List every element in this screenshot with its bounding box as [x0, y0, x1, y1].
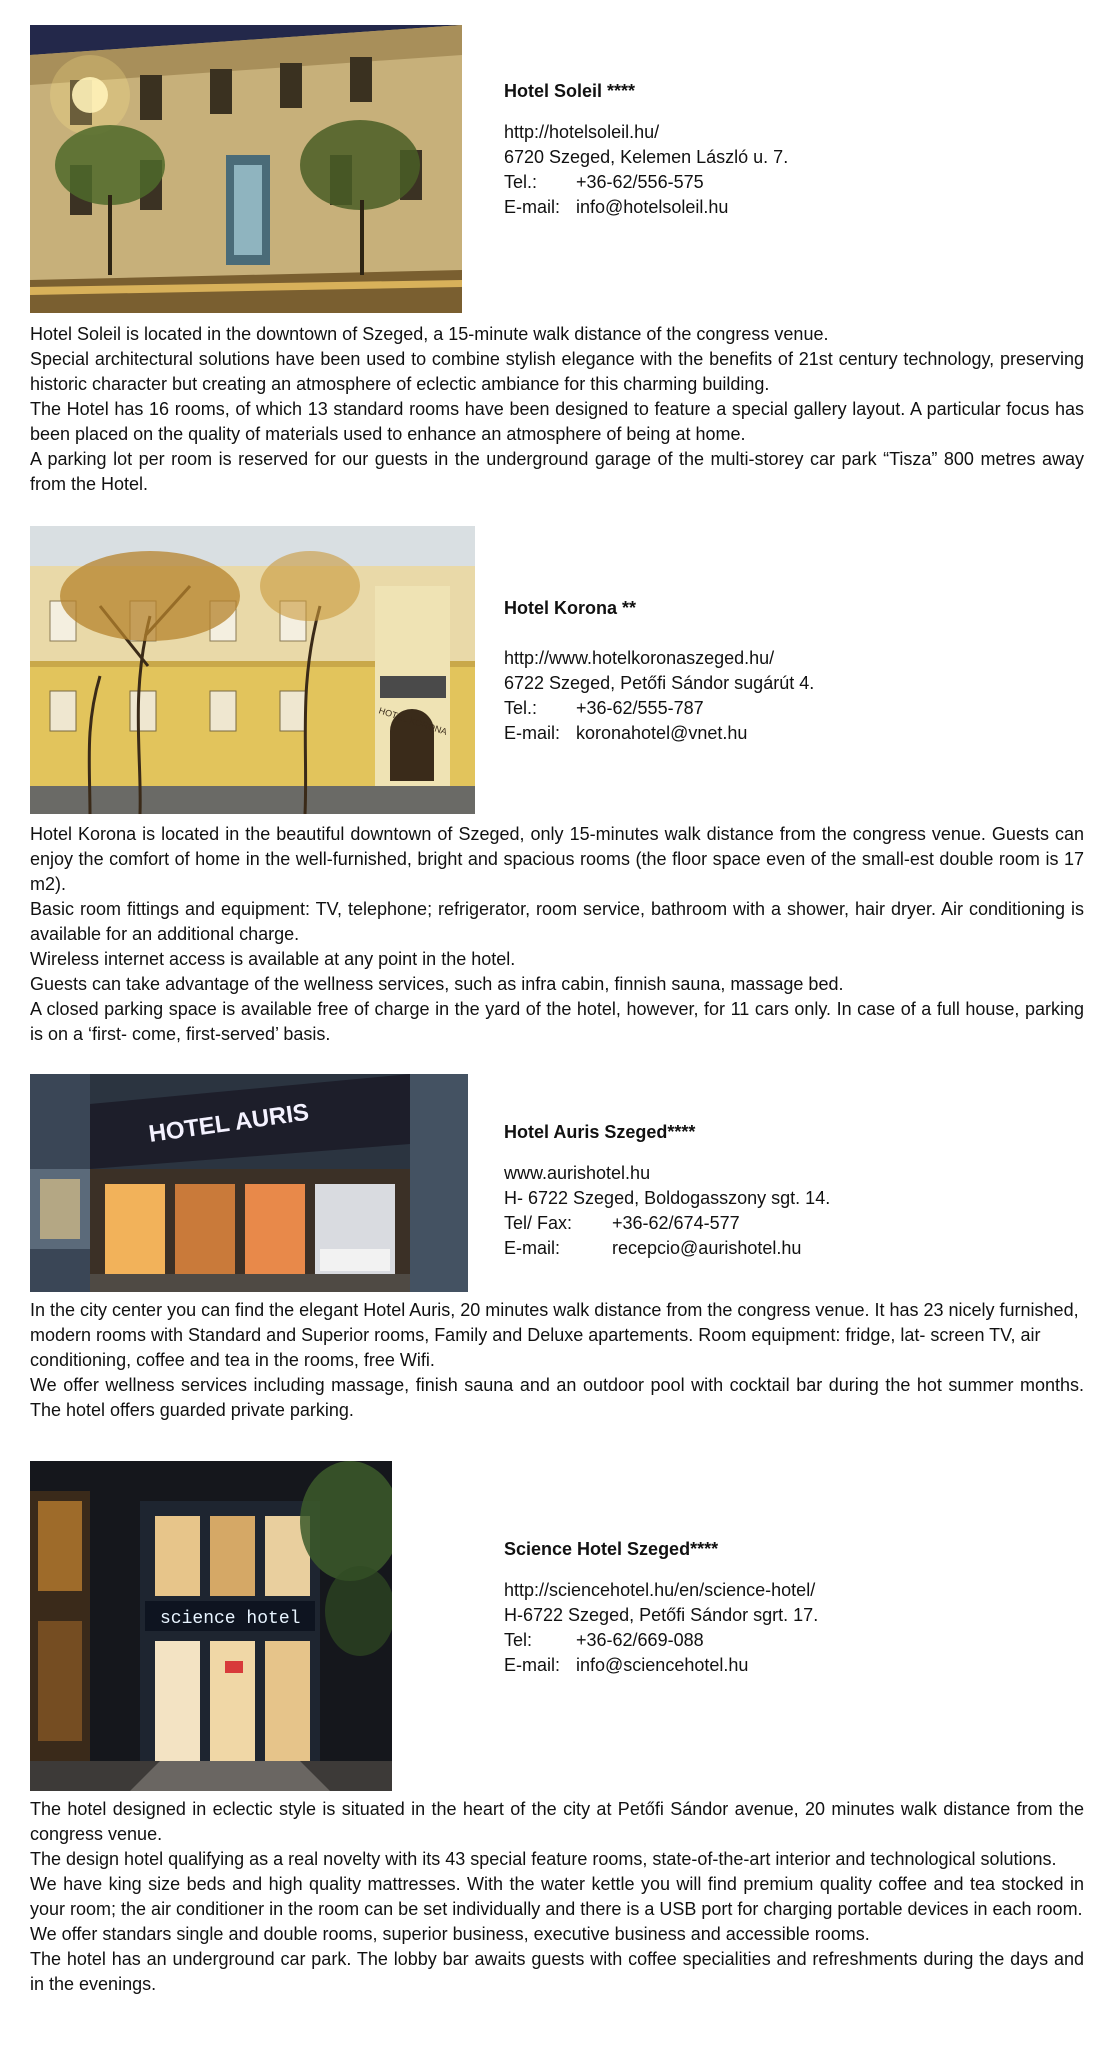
hotel-name: Hotel Auris Szeged**** — [504, 1122, 696, 1142]
description-paragraph: The Hotel has 16 rooms, of which 13 standard rooms have been designed to feature a special gallery layout. A particular focus has been placed on the quality of materials used to enhance an atmosphere of being at home. — [30, 399, 1084, 444]
description-paragraph: Hotel Soleil is located in the downtown of Szeged, a 15-minute walk distance of the congress venue. — [30, 324, 829, 344]
hotel-korona-info — [504, 596, 814, 746]
hotel-email-row — [504, 1653, 818, 1678]
hotel-name: Hotel Korona ** — [504, 598, 637, 618]
email-link[interactable]: recepcio@aurishotel.hu — [612, 1238, 802, 1258]
description-paragraph: We offer wellness services including massage, finish sauna and an outdoor pool with cocktail bar during the hot summer months. The hotel offers guarded private parking. — [30, 1375, 1084, 1420]
phone-value: +36-62/669-088 — [576, 1630, 704, 1650]
hotel-korona-sign: HOTEL KORONA — [377, 705, 449, 737]
description-paragraph: In the city center you can find the elegant Hotel Auris, 20 minutes walk distance from the congress venue. It has 23 nicely furnished, modern rooms with Standard and Superior rooms, Family and Deluxe apartements. Room equipment: fridge, lat- screen TV, air — [30, 1300, 1079, 1345]
hotel-address: 6720 Szeged, Kelemen László u. 7. — [504, 147, 789, 167]
phone-label: Tel/ Fax: — [504, 1213, 573, 1233]
description-paragraph: The design hotel qualifying as a real novelty with its 43 special feature rooms, state-of-the-art interior and technological solutions. — [30, 1849, 1057, 1869]
hotel-website-link[interactable]: http://www.hotelkoronaszeged.hu/ — [504, 648, 775, 668]
email-link[interactable]: info@hotelsoleil.hu — [576, 197, 729, 217]
email-label: E-mail: — [504, 1655, 561, 1675]
description-paragraph: A closed parking space is available free of charge in the yard of the hotel, however, for 11 cars only. In case of a full house, parking is on a ‘first- come, first-served’ basis. — [30, 999, 1084, 1044]
description-paragraph: Wireless internet access is available at any point in the hotel. — [30, 949, 516, 969]
phone-label: Tel.: — [504, 172, 538, 192]
email-link[interactable]: info@sciencehotel.hu — [576, 1655, 749, 1675]
hotel-email-row — [504, 195, 788, 220]
description-paragraph: Hotel Korona is located in the beautiful downtown of Szeged, only 15-minutes walk distance from the congress venue. Guests can enjoy the comfort of home in the well-furnished, bright and spacious rooms (the floor space even of the small-est double room is 17 m2). — [30, 824, 1084, 894]
email-label: E-mail: — [504, 723, 561, 743]
hotel-website-link[interactable]: www.aurishotel.hu — [504, 1163, 651, 1183]
hotel-address: H- 6722 Szeged, Boldogasszony sgt. 14. — [504, 1188, 831, 1208]
science-hotel-sign: science hotel — [160, 1609, 301, 1629]
hotel-name: Science Hotel Szeged**** — [504, 1539, 719, 1559]
hotel-auris-description — [30, 1298, 1084, 1423]
hotel-name: Hotel Soleil **** — [504, 81, 636, 101]
email-label: E-mail: — [504, 1238, 561, 1258]
phone-label: Tel.: — [504, 698, 538, 718]
description-paragraph: We have king size beds and high quality mattresses. With the water kettle you will find premium quality coffee and tea stocked in your room; the air conditioner in the room can be set individually and there is a USB port for charging portable devices in each room. — [30, 1874, 1084, 1919]
email-link[interactable]: koronahotel@vnet.hu — [576, 723, 748, 743]
hotel-phone-row — [504, 696, 814, 721]
hotel-soleil-description — [30, 322, 1084, 497]
hotel-address: H-6722 Szeged, Petőfi Sándor sgrt. 17. — [504, 1605, 819, 1625]
hotel-email-row — [504, 721, 814, 746]
description-paragraph: The hotel has an underground car park. The lobby bar awaits guests with coffee specialities and refreshments during the days and in the evenings. — [30, 1949, 1084, 1994]
science-hotel-description — [30, 1797, 1084, 1997]
hotel-phone-row — [504, 170, 788, 195]
hotel-address: 6722 Szeged, Petőfi Sándor sugárút 4. — [504, 673, 815, 693]
description-paragraph: Guests can take advantage of the wellness services, such as infra cabin, finnish sauna, massage bed. — [30, 974, 844, 994]
hotel-phone-row — [504, 1211, 830, 1236]
phone-value: +36-62/674-577 — [612, 1213, 740, 1233]
description-paragraph: Special architectural solutions have been used to combine stylish elegance with the benefits of 21st century technology, preserving historic character but creating an atmosphere of eclectic ambiance for this charming building. — [30, 349, 1084, 394]
hotel-auris-info — [504, 1120, 830, 1261]
hotel-soleil-info — [504, 79, 788, 220]
hotel-auris-photo — [30, 1074, 468, 1292]
description-paragraph: Basic room fittings and equipment: TV, telephone; refrigerator, room service, bathroom with a shower, hair dryer. Air conditioning is available for an additional charge. — [30, 899, 1084, 944]
hotel-phone-row — [504, 1628, 818, 1653]
hotel-korona-photo — [30, 526, 475, 814]
hotel-auris-sign: HOTEL AURIS — [147, 1098, 311, 1148]
hotel-email-row — [504, 1236, 830, 1261]
hotel-website-link[interactable]: http://sciencehotel.hu/en/science-hotel/ — [504, 1580, 816, 1600]
description-paragraph: We offer standars single and double rooms, superior business, executive business and accessible rooms. — [30, 1924, 870, 1944]
email-label: E-mail: — [504, 197, 561, 217]
description-paragraph: conditioning, coffee and tea in the rooms, free Wifi. — [30, 1350, 435, 1370]
hotel-website-link[interactable]: http://hotelsoleil.hu/ — [504, 122, 660, 142]
phone-value: +36-62/555-787 — [576, 698, 704, 718]
phone-label: Tel: — [504, 1630, 533, 1650]
phone-value: +36-62/556-575 — [576, 172, 704, 192]
hotel-soleil-photo — [30, 25, 462, 313]
description-paragraph: A parking lot per room is reserved for our guests in the underground garage of the multi-storey car park “Tisza” 800 metres away from the Hotel. — [30, 449, 1084, 494]
hotel-korona-description — [30, 822, 1084, 1047]
science-hotel-info — [504, 1537, 818, 1678]
description-paragraph: The hotel designed in eclectic style is situated in the heart of the city at Petőfi Sándor avenue, 20 minutes walk distance from the congress venue. — [30, 1799, 1084, 1844]
science-hotel-photo — [30, 1461, 392, 1791]
